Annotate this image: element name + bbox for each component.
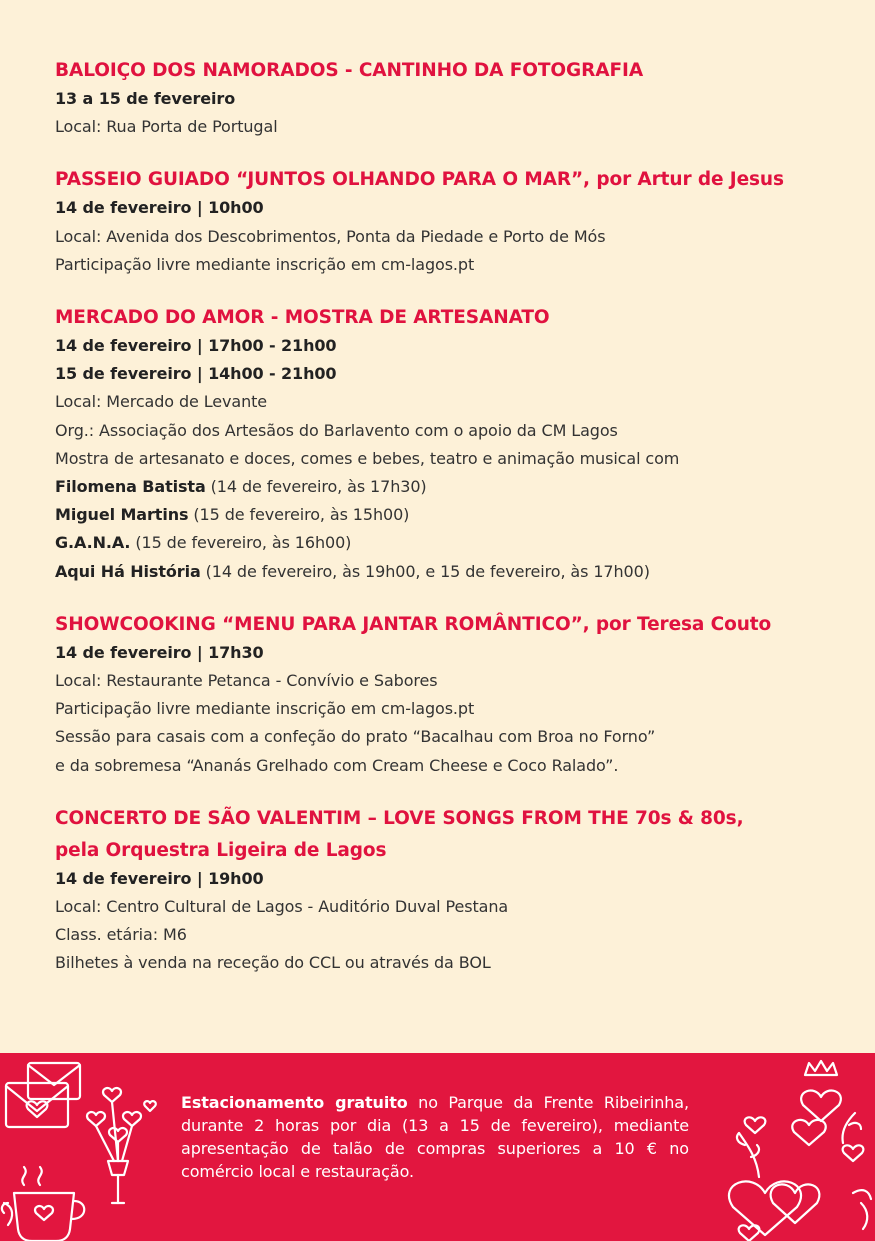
event-date: 15 de fevereiro | 14h00 - 21h00 — [55, 364, 337, 384]
event-showcooking — [55, 611, 845, 780]
event-tickets: Bilhetes à venda na receção do CCL ou através da BOL — [55, 953, 491, 973]
performer-item — [55, 529, 845, 557]
event-passeio — [55, 166, 845, 279]
event-title: CONCERTO DE SÃO VALENTIM – LOVE SONGS FROM THE 70s & 80s, — [55, 807, 744, 829]
event-date: 13 a 15 de fevereiro — [55, 89, 236, 108]
hearts-crown-icon — [725, 1053, 875, 1241]
event-location: Local: Centro Cultural de Lagos - Auditório Duval Pestana — [55, 897, 509, 917]
event-date: 14 de fevereiro | 17h30 — [55, 642, 264, 662]
parking-footer — [0, 1053, 875, 1241]
performer-item — [55, 501, 845, 529]
event-registration: Participação livre mediante inscrição em cm-lagos.pt — [55, 699, 475, 719]
event-location: Local: Avenida dos Descobrimentos, Ponta da Piedade e Porto de Mós — [55, 226, 606, 246]
event-location: Local: Rua Porta de Portugal — [55, 117, 278, 137]
event-date: 14 de fevereiro | 17h00 - 21h00 — [55, 336, 337, 356]
event-organizer: Org.: Associação dos Artesãos do Barlavento com o apoio da CM Lagos — [55, 420, 618, 440]
performer-time: (14 de fevereiro, às 19h00, e 15 de fevereiro, às 17h00) — [200, 561, 650, 581]
event-baloico — [55, 57, 845, 141]
event-mercado — [55, 304, 845, 586]
event-registration: Participação livre mediante inscrição em cm-lagos.pt — [55, 254, 475, 274]
event-concerto — [55, 805, 845, 978]
event-title: PASSEIO GUIADO “JUNTOS OLHANDO PARA O MAR”, por Artur de Jesus — [55, 169, 784, 191]
performer-name: Filomena Batista — [55, 477, 206, 497]
performer-name: Aqui Há História — [55, 561, 201, 581]
event-age-rating: Class. etária: M6 — [55, 925, 187, 945]
performer-name: Miguel Martins — [55, 505, 189, 525]
event-title: SHOWCOOKING “MENU PARA JANTAR ROMÂNTICO”, por Teresa Couto — [55, 613, 772, 635]
event-location: Local: Mercado de Levante — [55, 392, 268, 412]
event-title-continued: pela Orquestra Ligeira de Lagos — [55, 839, 387, 861]
parking-notice-text: no Parque da Frente Ribeirinha, durante 2 horas por dia (13 a 15 de fevereiro), mediante apresentação de talão de compras superiores a 10 € no comércio local e restauração. — [181, 1093, 689, 1181]
event-title: BALOIÇO DOS NAMORADOS - CANTINHO DA FOTOGRAFIA — [55, 60, 644, 81]
event-date: 14 de fevereiro | 10h00 — [55, 198, 264, 218]
event-description: Mostra de artesanato e doces, comes e bebes, teatro e animação musical com — [55, 448, 680, 468]
events-list — [55, 57, 845, 1003]
event-location: Local: Restaurante Petanca - Convívio e Sabores — [55, 671, 438, 691]
performer-name: G.A.N.A. — [55, 533, 131, 553]
parking-notice — [181, 1091, 689, 1183]
performer-item — [55, 473, 845, 501]
event-title: MERCADO DO AMOR - MOSTRA DE ARTESANATO — [55, 307, 550, 329]
event-date: 14 de fevereiro | 19h00 — [55, 868, 264, 888]
performer-time: (15 de fevereiro, às 15h00) — [188, 505, 410, 525]
parking-notice-highlight: Estacionamento gratuito — [181, 1093, 408, 1112]
event-description: e da sobremesa “Ananás Grelhado com Cream Cheese e Coco Ralado”. — [55, 755, 619, 775]
performer-time: (14 de fevereiro, às 17h30) — [205, 477, 427, 497]
performer-item — [55, 558, 845, 586]
event-description: Sessão para casais com a confeção do prato “Bacalhau com Broa no Forno” — [55, 727, 656, 747]
love-letters-bouquet-cup-icon — [0, 1053, 170, 1241]
performer-time: (15 de fevereiro, às 16h00) — [130, 533, 352, 553]
